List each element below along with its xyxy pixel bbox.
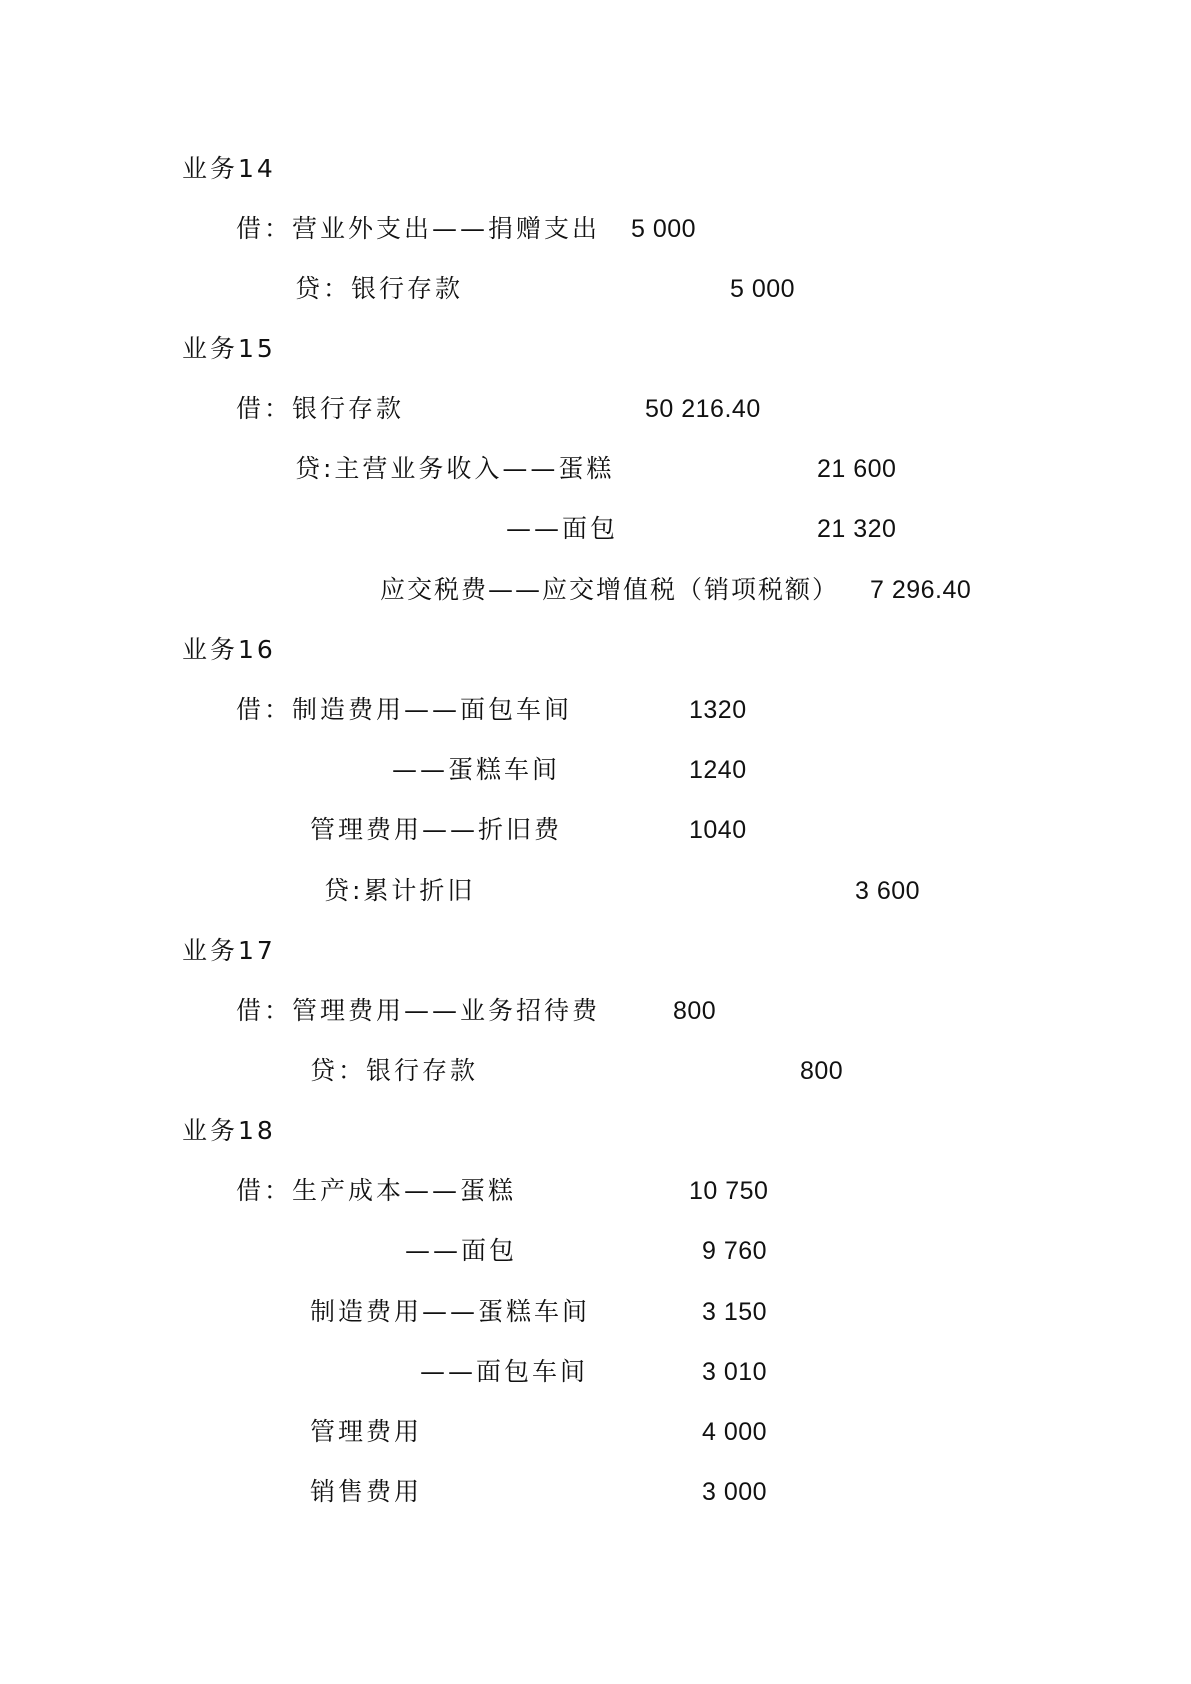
debit-account: 借：管理费用——业务招待费 bbox=[236, 996, 601, 1025]
debit-amount: 10 750 bbox=[689, 1177, 769, 1205]
debit-amount: 4 000 bbox=[702, 1418, 768, 1446]
debit-account: ——面包车间 bbox=[420, 1357, 589, 1386]
credit-account: 应交税费——应交增值税（销项税额） bbox=[380, 575, 840, 604]
entry-heading: 业务15 bbox=[182, 334, 276, 363]
entry-heading: 业务17 bbox=[182, 936, 276, 965]
debit-account: ——面包 bbox=[405, 1236, 518, 1265]
debit-amount: 9 760 bbox=[702, 1237, 768, 1265]
debit-amount: 50 216.40 bbox=[645, 395, 761, 423]
debit-amount: 3 010 bbox=[702, 1358, 768, 1386]
debit-account: ——蛋糕车间 bbox=[392, 755, 561, 784]
credit-amount: 5 000 bbox=[730, 275, 796, 303]
credit-amount: 21 320 bbox=[817, 515, 897, 543]
debit-account: 借：营业外支出——捐赠支出 bbox=[236, 214, 601, 243]
debit-amount: 3 150 bbox=[702, 1298, 768, 1326]
debit-amount: 800 bbox=[673, 997, 717, 1025]
credit-amount: 800 bbox=[800, 1057, 844, 1085]
debit-account: 借：制造费用——面包车间 bbox=[236, 695, 573, 724]
debit-amount: 3 000 bbox=[702, 1478, 768, 1506]
debit-account: 制造费用——蛋糕车间 bbox=[310, 1297, 591, 1326]
credit-amount: 21 600 bbox=[817, 455, 897, 483]
debit-amount: 5 000 bbox=[631, 215, 697, 243]
credit-account: ——面包 bbox=[506, 514, 619, 543]
entry-heading: 业务16 bbox=[182, 635, 276, 664]
entry-heading: 业务18 bbox=[182, 1116, 276, 1145]
credit-account: 贷:主营业务收入——蛋糕 bbox=[295, 454, 615, 483]
debit-amount: 1320 bbox=[689, 696, 747, 724]
debit-amount: 1240 bbox=[689, 756, 747, 784]
credit-account: 贷：银行存款 bbox=[310, 1056, 479, 1085]
entry-heading: 业务14 bbox=[182, 154, 276, 183]
credit-amount: 7 296.40 bbox=[870, 576, 972, 604]
debit-amount: 1040 bbox=[689, 816, 747, 844]
credit-amount: 3 600 bbox=[855, 877, 921, 905]
debit-account: 管理费用——折旧费 bbox=[310, 815, 563, 844]
debit-account: 销售费用 bbox=[310, 1477, 423, 1506]
debit-account: 借：银行存款 bbox=[236, 394, 405, 423]
debit-account: 借：生产成本——蛋糕 bbox=[236, 1176, 517, 1205]
credit-account: 贷:累计折旧 bbox=[324, 876, 476, 905]
credit-account: 贷：银行存款 bbox=[295, 274, 464, 303]
debit-account: 管理费用 bbox=[310, 1417, 423, 1446]
